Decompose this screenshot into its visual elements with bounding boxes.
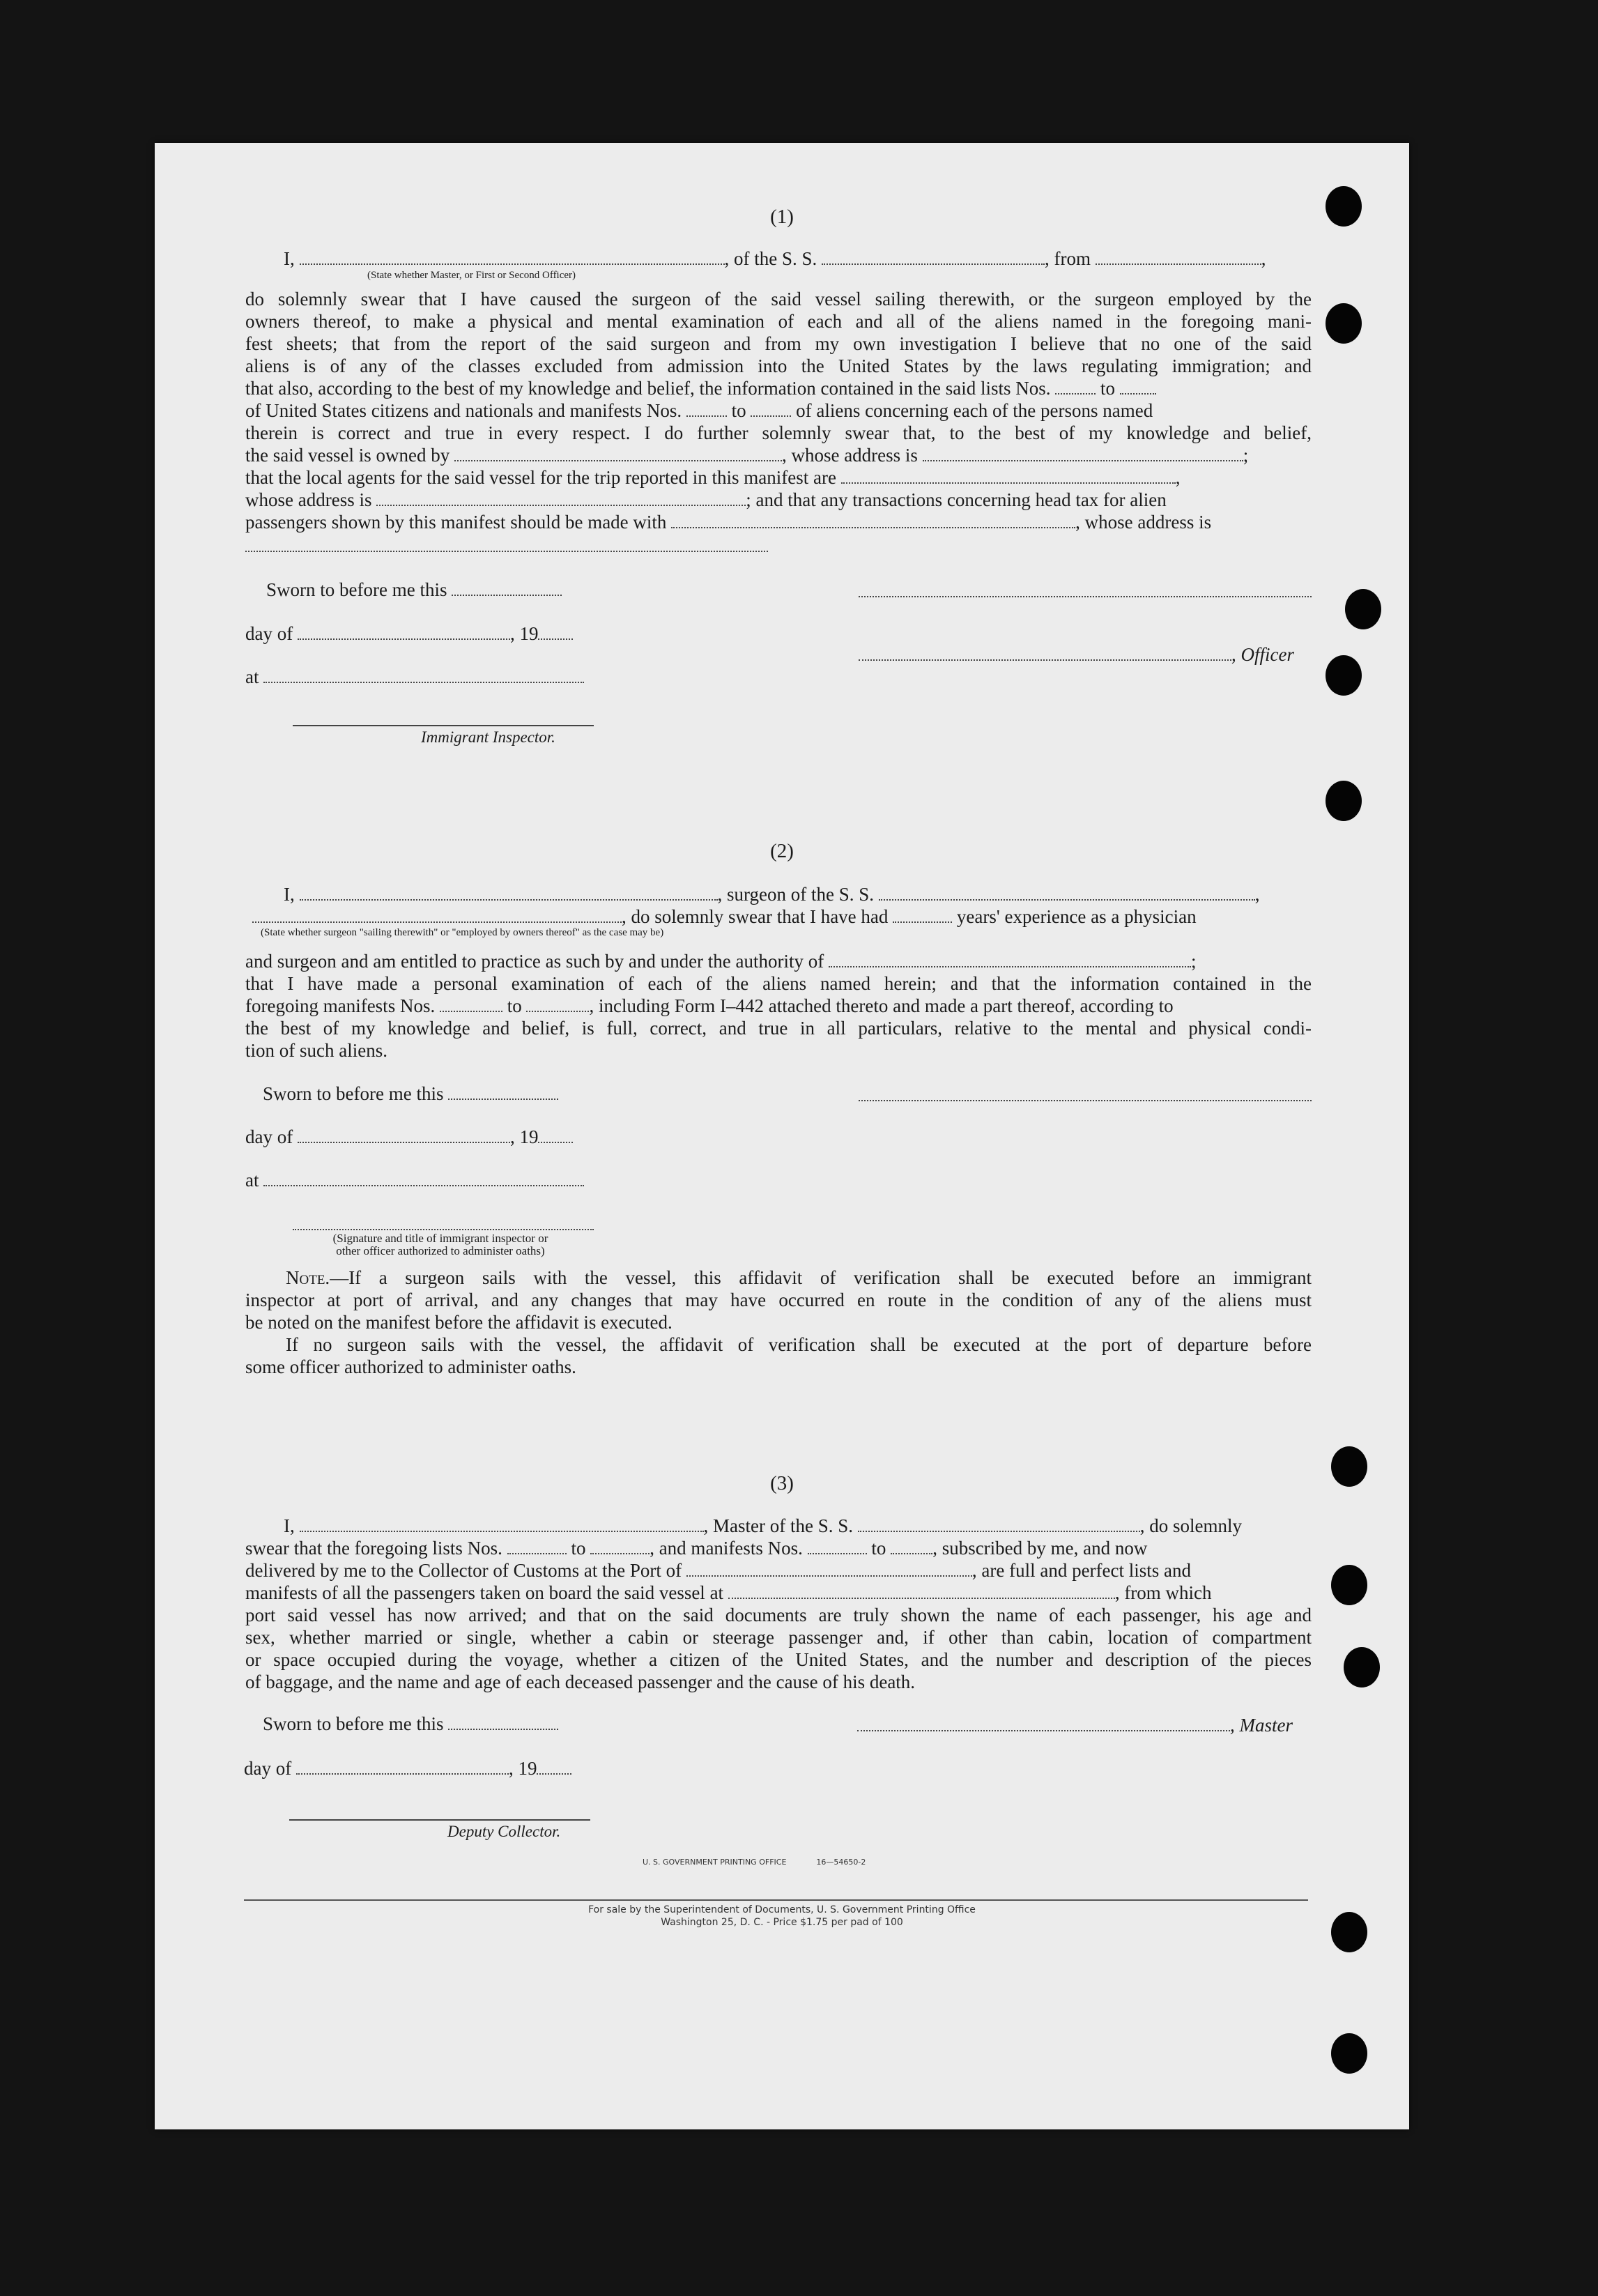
- s1-text: , whose address is: [781, 445, 918, 466]
- s2-inspector-signature-field[interactable]: [293, 1229, 594, 1230]
- authority-field[interactable]: [829, 952, 1191, 967]
- surgeon-hint: (State whether surgeon "sailing therewith" or "employed by owners thereof" as the case may be): [261, 927, 664, 938]
- s3-text: swear that the foregoing lists Nos.: [245, 1538, 502, 1559]
- s2-manifest-line: [245, 995, 1312, 1017]
- s3-text: , Master of the S. S.: [703, 1515, 853, 1536]
- surgeon-name-field[interactable]: [300, 885, 718, 901]
- s3-text: Sworn to before me this: [263, 1713, 444, 1734]
- s1-text: ;: [1243, 445, 1249, 466]
- s3-text: , do solemnly: [1139, 1515, 1242, 1536]
- s3-list-to-field[interactable]: [590, 1539, 650, 1554]
- s3-day: [244, 1757, 1310, 1780]
- s2-text: years' experience as a physician: [956, 906, 1197, 927]
- agents-address-field[interactable]: [376, 491, 746, 506]
- s2-text: ;: [1191, 951, 1197, 972]
- note-label: Note.: [286, 1267, 330, 1288]
- s2-text: , including Form I–442 attached thereto and made a part thereof, according to: [589, 995, 1174, 1016]
- s2-text: Sworn to before me this: [263, 1083, 444, 1104]
- s1-text: that the local agents for the said vessel for the trip reported in this manifest are: [245, 467, 836, 488]
- s1-text: Sworn to before me this: [266, 579, 447, 600]
- s2-text: , surgeon of the S. S.: [717, 884, 875, 905]
- s3-text: , and manifests Nos.: [650, 1538, 803, 1559]
- s2-vessel-field[interactable]: [879, 885, 1255, 901]
- s3-para-line: port said vessel has now arrived; and that on the said documents are truly shown the name of each passenger, his age and: [245, 1605, 1312, 1625]
- section-3-number: (3): [770, 1472, 794, 1494]
- note-line: some officer authorized to administer oaths.: [245, 1356, 576, 1377]
- s2-manifest-to-field[interactable]: [526, 997, 589, 1012]
- surgeon-status-field[interactable]: [252, 908, 622, 923]
- s1-of-ss: , of the S. S.: [724, 248, 817, 269]
- s3-day-month-field[interactable]: [296, 1759, 509, 1775]
- s3-manifest-to-field[interactable]: [891, 1539, 932, 1554]
- s1-text: that also, according to the best of my knowledge and belief, the information contained in the said lists Nos.: [245, 378, 1051, 399]
- s1-text: , whose address is: [1075, 512, 1212, 533]
- master-signature-field[interactable]: [857, 1716, 1230, 1731]
- footer-rule: [244, 1899, 1308, 1901]
- section-2-number: (2): [770, 840, 794, 862]
- local-agents-field[interactable]: [841, 468, 1176, 484]
- s2-para-line: that I have made a personal examination of each of the aliens named herein; and that the information contained in the: [245, 973, 1312, 994]
- collector-signature-field[interactable]: [289, 1819, 590, 1821]
- form-page: [155, 143, 1409, 2129]
- s1-para-line: fest sheets; that from the report of the said surgeon and from my own investigation I believe that no one of the said: [245, 333, 1312, 354]
- s1-address-line: [245, 489, 1312, 511]
- s1-headtax-line: [245, 511, 1312, 533]
- s1-day: [245, 622, 1312, 645]
- s1-text: day of: [245, 623, 293, 644]
- owner-address-field[interactable]: [923, 446, 1243, 461]
- s1-manifest-line: [245, 399, 1312, 422]
- s2-manifest-from-field[interactable]: [440, 997, 502, 1012]
- list-no-to-field[interactable]: [1120, 379, 1156, 395]
- s3-text: delivered by me to the Collector of Customs at the Port of: [245, 1560, 682, 1581]
- headtax-address-field[interactable]: [245, 551, 768, 552]
- sworn-date-field[interactable]: [452, 581, 562, 596]
- signature-hint: [294, 1232, 587, 1257]
- s2-para-line: tion of such aliens.: [245, 1040, 387, 1061]
- s3-text: , 19: [508, 1758, 537, 1779]
- s1-text: the said vessel is owned by: [245, 445, 450, 466]
- s2-text: at: [245, 1170, 259, 1191]
- s2-text: , 19: [509, 1126, 539, 1147]
- note-line-1: [286, 1266, 1312, 1289]
- s1-text: of aliens concerning each of the persons named: [796, 400, 1153, 421]
- s2-text: , do solemnly swear that I have had: [622, 906, 889, 927]
- s1-para-line: owners thereof, to make a physical and mental examination of each and all of the aliens named in the foregoing mani-: [245, 311, 1312, 332]
- inspector-signature-field[interactable]: [293, 725, 594, 726]
- s2-text: and surgeon and am entitled to practice as such by and under the authority of: [245, 951, 824, 972]
- s1-i: I,: [284, 248, 295, 269]
- s1-officer-line: I, , of the S. S. , from ,: [284, 248, 1266, 269]
- head-tax-contact-field[interactable]: [671, 513, 1075, 528]
- s3-text: manifests of all the passengers taken on board the said vessel at: [245, 1582, 724, 1603]
- sale-line-2: Washington 25, D. C. - Price $1.75 per pad of 100: [661, 1917, 903, 1928]
- day-month-field[interactable]: [298, 625, 510, 640]
- s3-text: , are full and perfect lists and: [971, 1560, 1192, 1581]
- s2-text: —If a surgeon sails with the vessel, this affidavit of verification shall be executed before an immigrant: [330, 1267, 1312, 1288]
- manifest-no-from-field[interactable]: [686, 401, 727, 417]
- s1-sworn: [266, 579, 1332, 601]
- gpo-imprint: [643, 1858, 866, 1867]
- s2-day: [245, 1126, 1312, 1148]
- s1-text: of United States citizens and nationals and manifests Nos.: [245, 400, 682, 421]
- s1-from: , from: [1045, 248, 1091, 269]
- s1-para-line: do solemnly swear that I have caused the surgeon of the said vessel sailing therewith, or the surgeon employed by the: [245, 289, 1312, 309]
- s3-year-field[interactable]: [537, 1759, 571, 1775]
- collector-label: Deputy Collector.: [447, 1823, 561, 1840]
- s3-text: I,: [284, 1515, 295, 1536]
- s3-para-line: sex, whether married or single, whether a cabin or steerage passenger and, if other than cabin, location of compartment: [245, 1627, 1312, 1648]
- departure-port-field[interactable]: [1096, 250, 1261, 265]
- s3-list-from-field[interactable]: [507, 1539, 567, 1554]
- punch-hole: [1344, 1647, 1380, 1687]
- s3-master-signature: [857, 1714, 1312, 1736]
- punch-hole: [1326, 303, 1362, 344]
- punch-hole: [1326, 655, 1362, 696]
- s3-lists-line: [245, 1537, 1312, 1559]
- s3-master-line: [284, 1515, 1312, 1537]
- s1-text: ,: [1175, 467, 1181, 488]
- officer-title-field[interactable]: [859, 645, 1231, 661]
- punch-hole: [1326, 781, 1362, 821]
- s2-day-month-field[interactable]: [298, 1128, 510, 1143]
- s1-text: , 19: [509, 623, 539, 644]
- s3-text: , from which: [1114, 1582, 1212, 1603]
- s2-text: I,: [284, 884, 295, 905]
- s2-surgeon-line: [284, 883, 1312, 905]
- s3-manifest-from-field[interactable]: [808, 1539, 867, 1554]
- s1-text: ; and that any transactions concerning head tax for alien: [746, 489, 1167, 510]
- s2-sworn-date-field[interactable]: [448, 1085, 558, 1100]
- s1-text: whose address is: [245, 489, 372, 510]
- s3-para-line: or space occupied during the voyage, whether a citizen of the United States, and the number and description of the pieces: [245, 1649, 1312, 1670]
- s3-boarding-line: [245, 1582, 1312, 1604]
- punch-hole: [1331, 2033, 1367, 2074]
- owner-field[interactable]: [454, 446, 782, 461]
- list-no-from-field[interactable]: [1055, 379, 1096, 395]
- s1-agents-line: [245, 466, 1312, 489]
- years-experience-field[interactable]: [893, 908, 952, 923]
- s3-text: to: [571, 1538, 586, 1559]
- s1-owner-line: [245, 444, 1312, 466]
- vessel-name-field[interactable]: [822, 250, 1045, 265]
- s1-lists-line: [245, 377, 1312, 399]
- s1-para-line: aliens is of any of the classes excluded from admission into the United States by the laws regulating immigration; and: [245, 355, 1312, 376]
- s2-year-field[interactable]: [538, 1128, 573, 1143]
- s2-para-line: the best of my knowledge and belief, is full, correct, and true in all particulars, relative to the mental and physical condi-: [245, 1018, 1312, 1039]
- s2-text: to: [507, 995, 522, 1016]
- year-field[interactable]: [538, 625, 573, 640]
- s2-authority-line: [245, 950, 1312, 972]
- s3-text: to: [871, 1538, 886, 1559]
- s2-experience-line: [252, 905, 1312, 928]
- officer-name-field[interactable]: [300, 250, 725, 265]
- surgeon-signature-field[interactable]: [859, 1100, 1312, 1101]
- note-line: inspector at port of arrival, and any changes that may have occurred en route in the condition of any of the aliens must: [245, 1289, 1312, 1310]
- s1-text: at: [245, 666, 259, 687]
- s1-officer-title: [859, 643, 1312, 666]
- s2-text: foregoing manifests Nos.: [245, 995, 436, 1016]
- officer-hint: (State whether Master, or First or Second Officer): [367, 270, 576, 281]
- boarding-port-field[interactable]: [728, 1584, 1115, 1599]
- s1-at: [245, 666, 1312, 688]
- s2-at: [245, 1169, 1312, 1191]
- note-line: If no surgeon sails with the vessel, the affidavit of verification shall be executed at the port of departure before: [286, 1334, 1312, 1355]
- master-name-field[interactable]: [300, 1517, 704, 1532]
- punch-hole: [1331, 1565, 1367, 1605]
- s2-place-field[interactable]: [263, 1171, 584, 1186]
- sale-line-1: For sale by the Superintendent of Documents, U. S. Government Printing Office: [588, 1904, 976, 1915]
- s3-text: , subscribed by me, and now: [932, 1538, 1148, 1559]
- form-code: 16—54650-2: [816, 1858, 866, 1867]
- s3-para-line: of baggage, and the name and age of each deceased passenger and the cause of his death.: [245, 1671, 916, 1692]
- s2-sworn: [263, 1082, 1329, 1105]
- signature-hint-line: (Signature and title of immigrant inspector or: [332, 1232, 548, 1245]
- s3-text: day of: [244, 1758, 292, 1779]
- s3-vessel-field[interactable]: [858, 1517, 1140, 1532]
- officer-signature-field[interactable]: [859, 596, 1312, 597]
- s1-para-line: therein is correct and true in every respect. I do further solemnly swear that, to the best of my knowledge and belief,: [245, 422, 1312, 443]
- s1-text: to: [1100, 378, 1115, 399]
- signature-hint-line: other officer authorized to administer oaths): [336, 1244, 545, 1257]
- inspector-label: Immigrant Inspector.: [421, 728, 555, 746]
- s2-text: day of: [245, 1126, 293, 1147]
- s3-port-line: [245, 1559, 1312, 1582]
- s1-text: , Officer: [1231, 644, 1294, 665]
- punch-hole: [1345, 589, 1381, 629]
- s1-text: passengers shown by this manifest should be made with: [245, 512, 667, 533]
- place-field[interactable]: [263, 668, 584, 683]
- s3-sworn-date-field[interactable]: [448, 1715, 558, 1730]
- manifest-no-to-field[interactable]: [751, 401, 791, 417]
- arrival-port-field[interactable]: [686, 1561, 972, 1577]
- note-line: be noted on the manifest before the affidavit is executed.: [245, 1312, 673, 1333]
- s1-text: to: [731, 400, 746, 421]
- gpo-text: U. S. GOVERNMENT PRINTING OFFICE: [643, 1858, 787, 1867]
- section-1-number: (1): [770, 206, 794, 228]
- s2-text: ,: [1254, 884, 1260, 905]
- s3-text: , Master: [1230, 1715, 1293, 1736]
